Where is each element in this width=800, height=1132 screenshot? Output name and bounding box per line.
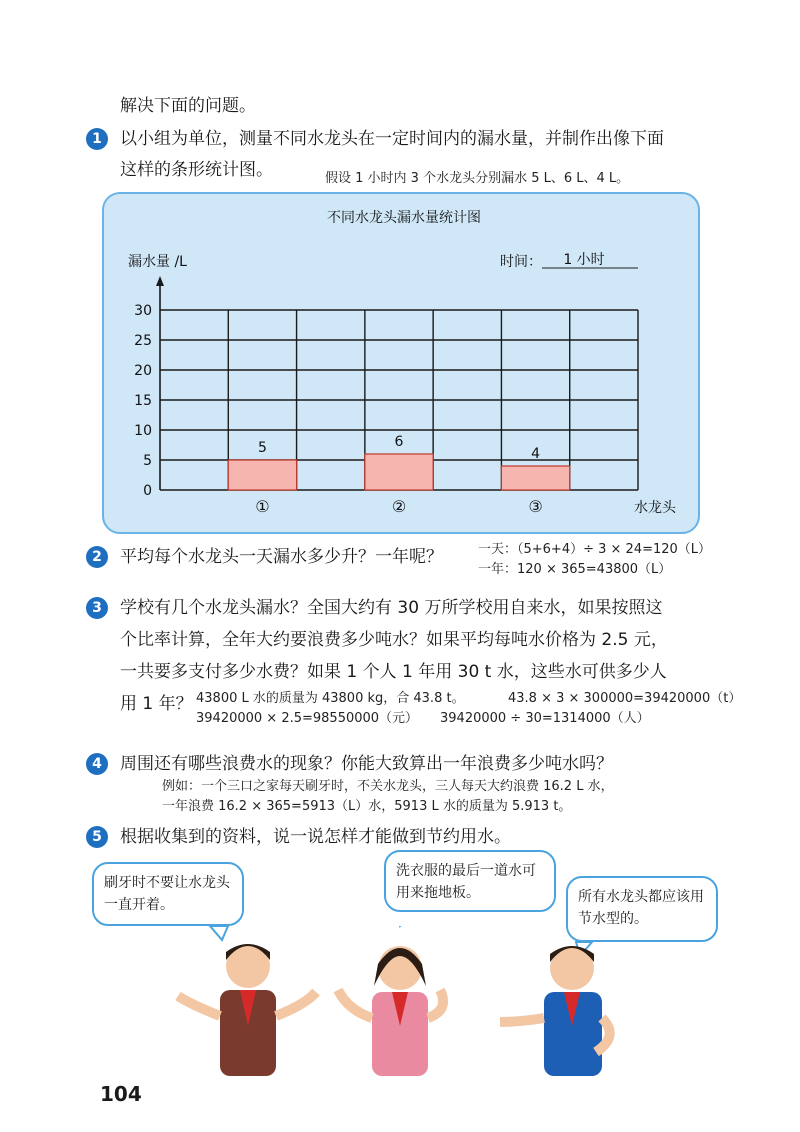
question-number-3: 3 — [86, 597, 108, 619]
y-tick-label: 5 — [143, 453, 152, 469]
question-2-text: 平均每个水龙头一天漏水多少升？一年呢？ — [120, 547, 443, 567]
y-tick-label: 25 — [134, 333, 152, 349]
question-3-line-3: 一共要多支付多少水费？如果 1 个人 1 年用 30 t 水，这些水可供多少人 — [120, 662, 667, 682]
bar-value-label: 4 — [531, 446, 541, 462]
question-2-answer-2: 一年：120 × 365=43800（L） — [478, 562, 672, 577]
question-number-2: 2 — [86, 546, 108, 568]
chart-time-value: 1 小时 — [563, 252, 605, 268]
y-tick-label: 0 — [143, 483, 152, 499]
chart-x-axis-label: 水龙头 — [634, 500, 676, 516]
bar-chart — [104, 194, 698, 532]
y-tick-label: 20 — [134, 363, 152, 379]
bar-2 — [365, 454, 433, 490]
chart-y-axis-label: 漏水量 /L — [128, 254, 187, 270]
chart-time-label: 时间： — [500, 254, 542, 270]
question-4-example-1: 例如：一个三口之家每天刷牙时，不关水龙头，三人每天大约浪费 16.2 L 水， — [162, 779, 614, 794]
question-3-line-2: 个比率计算，全年大约要浪费多少吨水？如果平均每吨水价格为 2.5 元， — [120, 630, 668, 650]
bar-1 — [228, 460, 296, 490]
chart-title: 不同水龙头漏水量统计图 — [327, 210, 481, 226]
student-boy-right — [500, 946, 610, 1076]
question-1-line-2: 这样的条形统计图。 — [120, 160, 273, 180]
x-category-label: ① — [255, 497, 270, 516]
question-4-text: 周围还有哪些浪费水的现象？你能大致算出一年浪费多少吨水吗？ — [120, 754, 613, 774]
question-3-answer-2: 43.8 × 3 × 300000=39420000（t） — [508, 691, 742, 706]
question-number-1: 1 — [86, 128, 108, 150]
students-illustration — [150, 926, 750, 1076]
question-3-answer-3: 39420000 × 2.5=98550000（元） — [196, 711, 419, 726]
bar-value-label: 6 — [394, 434, 404, 450]
speech-bubble-1: 刷牙时不要让水龙头一直开着。 — [92, 862, 244, 926]
bar-3 — [501, 466, 569, 490]
question-1-note: 假设 1 小时内 3 个水龙头分别漏水 5 L、6 L、4 L。 — [325, 171, 630, 186]
question-3-line-4: 用 1 年？ — [120, 694, 193, 714]
x-category-label: ② — [391, 497, 407, 516]
student-girl-middle — [338, 946, 443, 1076]
page-number: 104 — [100, 1082, 142, 1106]
question-4-example-2: 一年浪费 16.2 × 365=5913（L）水，5913 L 水的质量为 5.913 t。 — [162, 799, 572, 814]
chart-panel — [102, 192, 700, 534]
y-tick-label: 15 — [134, 393, 152, 409]
y-axis-arrow — [156, 276, 164, 286]
question-number-4: 4 — [86, 753, 108, 775]
question-1-line-1: 以小组为单位，测量不同水龙头在一定时间内的漏水量，并制作出像下面 — [120, 129, 664, 149]
question-2-answer-1: 一天：（5+6+4）÷ 3 × 24=120（L） — [478, 542, 712, 557]
bar-value-label: 5 — [257, 440, 267, 456]
question-5-text: 根据收集到的资料，说一说怎样才能做到节约用水。 — [120, 827, 511, 847]
speech-bubble-3: 所有水龙头都应该用节水型的。 — [566, 876, 718, 942]
bubble-tail-1 — [210, 926, 228, 940]
question-number-5: 5 — [86, 826, 108, 848]
question-3-answer-4: 39420000 ÷ 30=1314000（人） — [440, 711, 650, 726]
question-3-line-1: 学校有几个水龙头漏水？全国大约有 30 万所学校用自来水，如果按照这 — [120, 598, 663, 618]
speech-bubble-2: 洗衣服的最后一道水可用来拖地板。 — [384, 850, 556, 912]
y-tick-label: 10 — [134, 423, 152, 439]
question-3-answer-1: 43800 L 水的质量为 43800 kg，合 43.8 t。 — [196, 691, 465, 706]
x-category-label: ③ — [528, 497, 543, 516]
student-boy-left — [178, 944, 316, 1076]
y-tick-label: 30 — [134, 303, 152, 319]
section-heading: 解决下面的问题。 — [120, 96, 256, 116]
